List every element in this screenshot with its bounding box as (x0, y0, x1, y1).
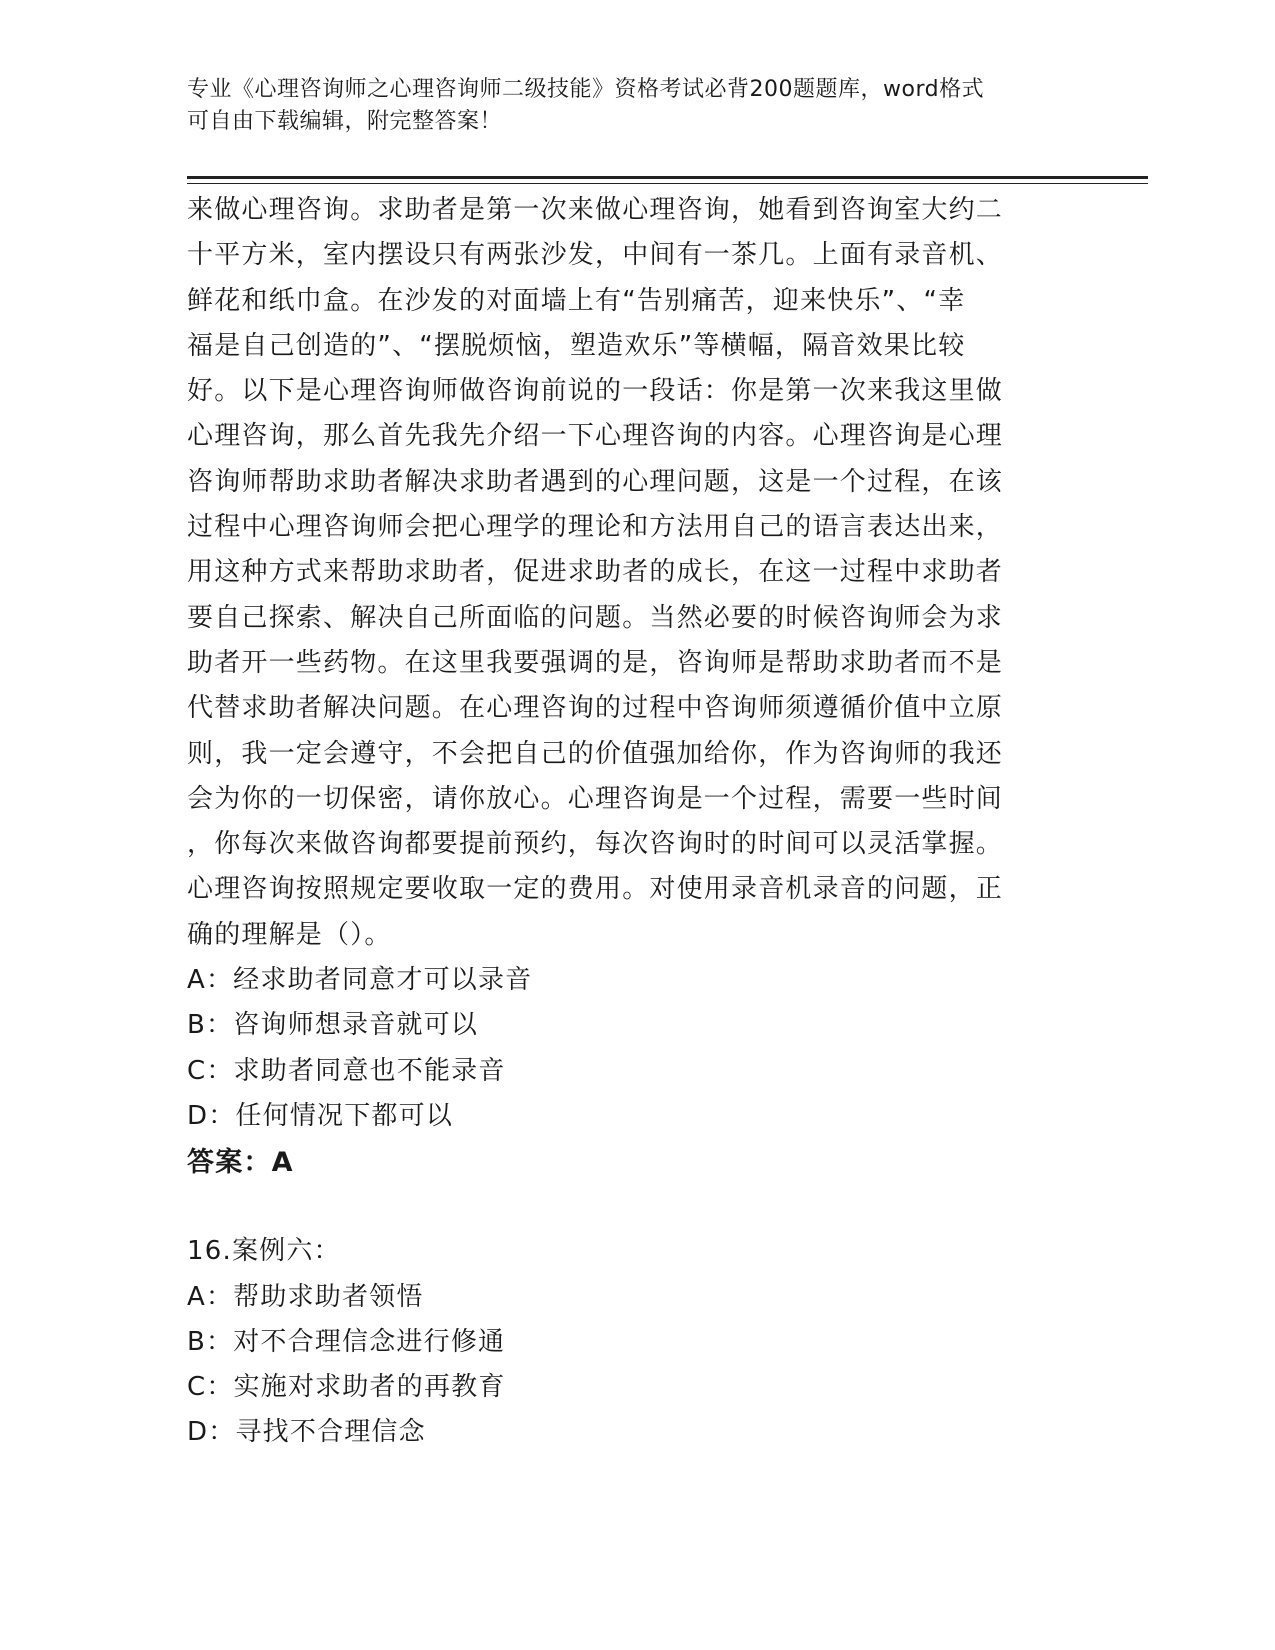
option-c: C：实施对求助者的再教育 (187, 1372, 506, 1403)
stem-line: 心理咨询按照规定要收取一定的费用。对使用录音机录音的问题，正 (187, 874, 1004, 905)
stem-line: 助者开一些药物。在这里我要强调的是，咨询师是帮助求助者而不是 (187, 647, 1004, 678)
question-15-options (187, 958, 1067, 1139)
stem-line: 确的理解是（）。 (187, 919, 392, 950)
stem-line: 好。以下是心理咨询师做咨询前说的一段话：你是第一次来我这里做 (187, 376, 1004, 407)
header-line-2: 可自由下载编辑，附完整答案！ (187, 109, 503, 134)
question-15-answer: 答案：A (187, 1147, 294, 1179)
page-header (187, 74, 1067, 138)
stem-line: 用这种方式来帮助求助者，促进求助者的成长，在这一过程中求助者 (187, 557, 1004, 588)
option-b: B：对不合理信念进行修通 (187, 1326, 506, 1357)
stem-line: 鲜花和纸巾盒。在沙发的对面墙上有“告别痛苦，迎来快乐”、“幸 (187, 285, 966, 316)
spacer (187, 1187, 1067, 1229)
question-16-options (187, 1275, 1067, 1456)
header-line-1: 专业《心理咨询师之心理咨询师二级技能》资格考试必背200题题库，word格式 (187, 77, 985, 102)
stem-line: 心理咨询，那么首先我先介绍一下心理咨询的内容。心理咨询是心理 (187, 421, 1004, 452)
stem-line: 代替求助者解决问题。在心理咨询的过程中咨询师须遵循价值中立原 (187, 693, 1004, 724)
stem-line: 则，我一定会遵守，不会把自己的价值强加给你，作为咨询师的我还 (187, 738, 1004, 769)
question-15-stem (187, 188, 1067, 958)
header-divider-thick (187, 176, 1148, 179)
option-a: A：帮助求助者领悟 (187, 1281, 424, 1312)
stem-line: 过程中心理咨询师会把心理学的理论和方法用自己的语言表达出来， (187, 512, 1004, 543)
document-body (187, 188, 1067, 1456)
option-d: D：寻找不合理信念 (187, 1417, 426, 1448)
stem-line: 来做心理咨询。求助者是第一次来做心理咨询，她看到咨询室大约二 (187, 195, 1004, 225)
stem-line: 十平方米，室内摆设只有两张沙发，中间有一茶几。上面有录音机、 (187, 240, 1004, 271)
option-b: B：咨询师想录音就可以 (187, 1010, 479, 1041)
stem-line: 福是自己创造的”、“摆脱烦恼，塑造欢乐”等横幅，隔音效果比较 (187, 330, 966, 361)
question-16-stem: 16.案例六： (187, 1236, 341, 1267)
stem-line: 会为你的一切保密，请你放心。心理咨询是一个过程，需要一些时间 (187, 783, 1004, 814)
option-d: D：任何情况下都可以 (187, 1100, 454, 1131)
stem-line: 要自己探索、解决自己所面临的问题。当然必要的时候咨询师会为求 (187, 602, 1004, 633)
option-a: A：经求助者同意才可以录音 (187, 965, 533, 996)
stem-line: ，你每次来做咨询都要提前预约，每次咨询时的时间可以灵活掌握。 (187, 829, 1004, 860)
header-divider-thin (187, 183, 1148, 184)
option-c: C：求助者同意也不能录音 (187, 1055, 506, 1086)
stem-line: 咨询师帮助求助者解决求助者遇到的心理问题，这是一个过程，在该 (187, 466, 1004, 497)
